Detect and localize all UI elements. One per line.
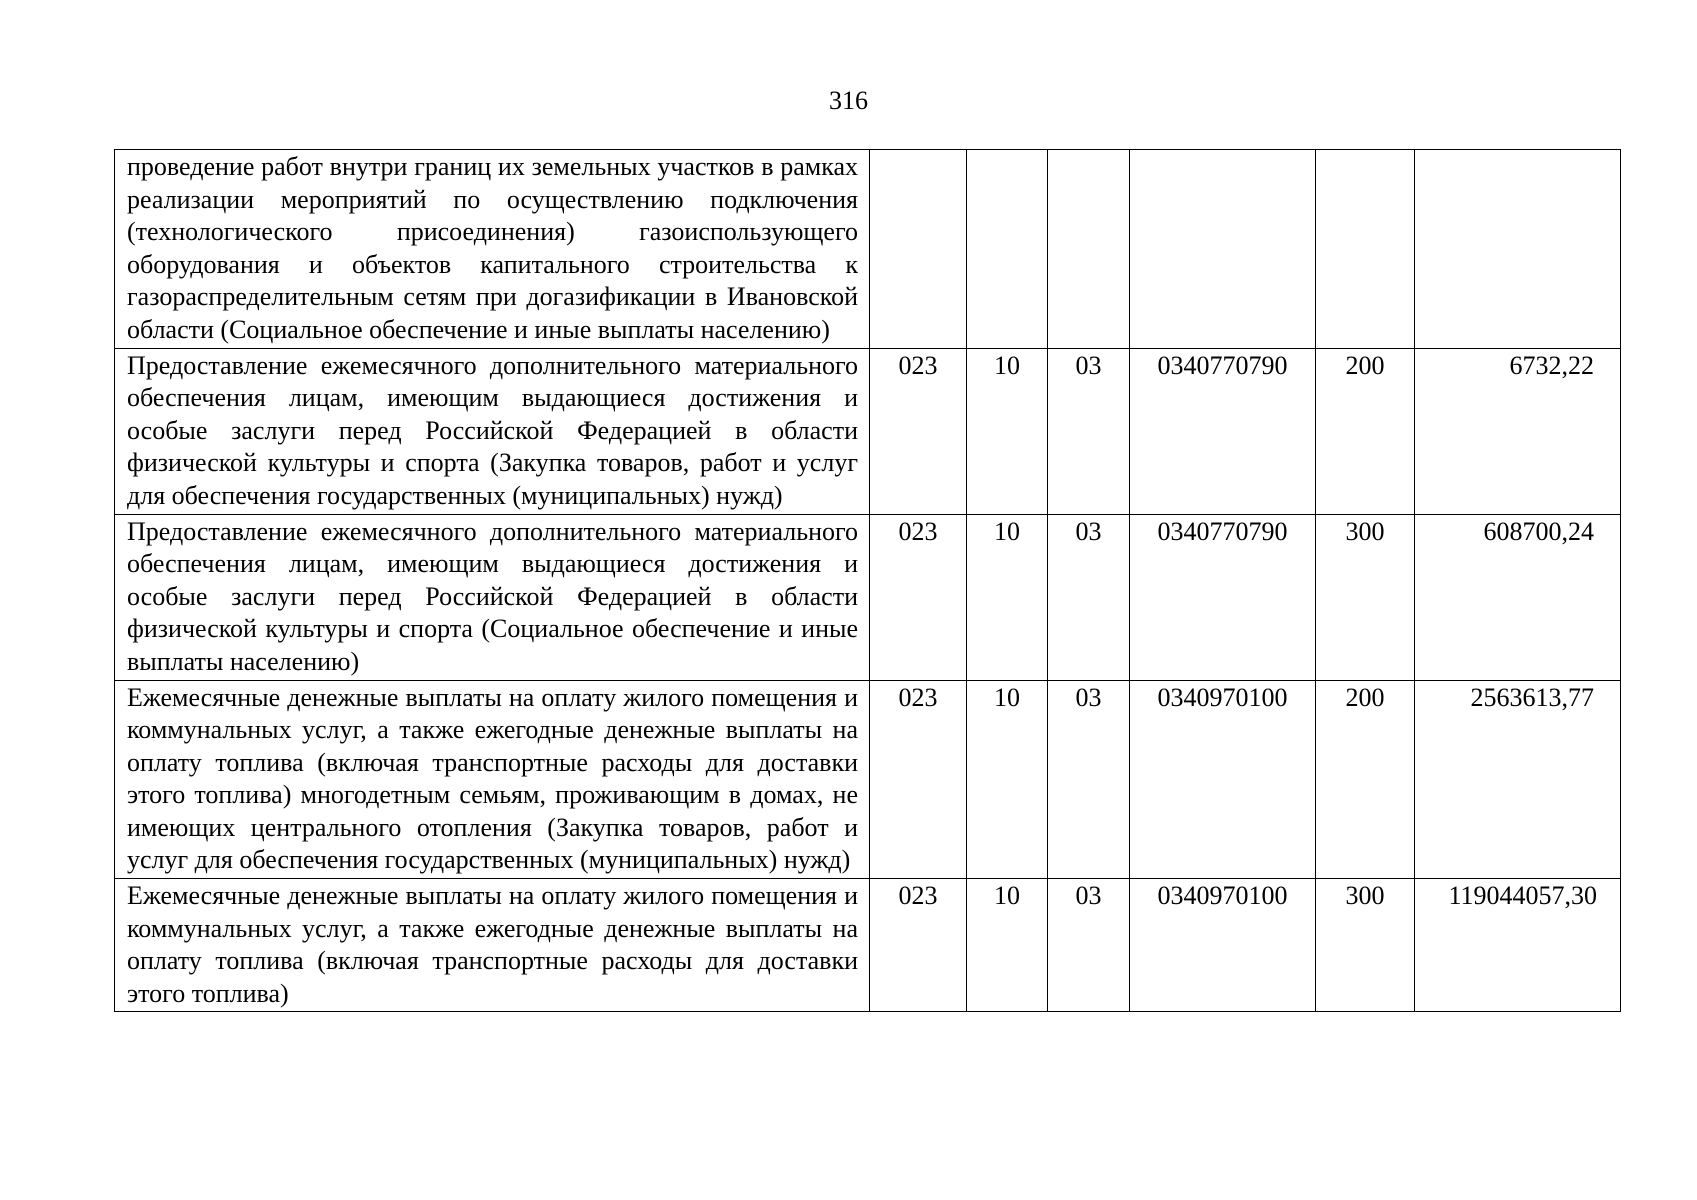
- table-row: [115, 150, 1621, 349]
- section-cell: [967, 150, 1048, 349]
- subsection-cell: 03: [1048, 514, 1130, 680]
- description-cell: [115, 348, 870, 514]
- description-text: проведение работ внутри границ их земельных участков в рамках реализации мероприятий по осуществлению подключения (технологического присоединения) газоиспользующего оборудования и объектов капитального строительства к газораспределительным сетям при догазификации в Ивановской области (Социальное обеспечение и иные выплаты населению): [127, 152, 858, 344]
- target-article-cell: 0340970100: [1130, 879, 1316, 1012]
- description-text: Ежемесячные денежные выплаты на оплату жилого помещения и коммунальных услуг, а также ежегодные денежные выплаты на оплату топлива (включая транспортные расходы для доставки этого топлива): [127, 881, 858, 1008]
- ministry-cell: 023: [870, 680, 967, 879]
- subsection-cell: [1048, 150, 1130, 349]
- expense-type-cell: 200: [1316, 348, 1415, 514]
- section-cell: 10: [967, 348, 1048, 514]
- table-row: [115, 680, 1621, 879]
- target-article-cell: [1130, 150, 1316, 349]
- subsection-cell: 03: [1048, 348, 1130, 514]
- description-cell: [115, 514, 870, 680]
- target-article-cell: 0340770790: [1130, 348, 1316, 514]
- amount-cell: 2563613,77: [1415, 680, 1621, 879]
- description-cell: [115, 150, 870, 349]
- description-text: Предоставление ежемесячного дополнительного материального обеспечения лицам, имеющим выдающиеся достижения и особые заслуги перед Российской Федерацией в области физической культуры и спорта (Закупка товаров, работ и услуг для обеспечения государственных (муниципальных) нужд): [127, 350, 858, 510]
- amount-cell: 608700,24: [1415, 514, 1621, 680]
- target-article-cell: 0340970100: [1130, 680, 1316, 879]
- section-cell: 10: [967, 514, 1048, 680]
- ministry-cell: 023: [870, 514, 967, 680]
- section-cell: 10: [967, 680, 1048, 879]
- expense-type-cell: 300: [1316, 879, 1415, 1012]
- table-row: [115, 879, 1621, 1012]
- description-cell: [115, 680, 870, 879]
- subsection-cell: 03: [1048, 680, 1130, 879]
- ministry-cell: 023: [870, 348, 967, 514]
- expense-type-cell: 300: [1316, 514, 1415, 680]
- section-cell: 10: [967, 879, 1048, 1012]
- expense-type-cell: 200: [1316, 680, 1415, 879]
- amount-cell: 6732,22: [1415, 348, 1621, 514]
- budget-table: [114, 149, 1621, 1012]
- amount-cell: [1415, 150, 1621, 349]
- ministry-cell: 023: [870, 879, 967, 1012]
- target-article-cell: 0340770790: [1130, 514, 1316, 680]
- description-cell: [115, 879, 870, 1012]
- description-text: Предоставление ежемесячного дополнительного материального обеспечения лицам, имеющим выдающиеся достижения и особые заслуги перед Российской Федерацией в области физической культуры и спорта (Социальное обеспечение и иные выплаты населению): [127, 516, 858, 676]
- expense-type-cell: [1316, 150, 1415, 349]
- description-text: Ежемесячные денежные выплаты на оплату жилого помещения и коммунальных услуг, а также ежегодные денежные выплаты на оплату топлива (включая транспортные расходы для доставки этого топлива) многодетным семьям, проживающим в домах, не имеющих центрального отопления (Закупка товаров, работ и услуг для обеспечения государственных (муниципальных) нужд): [127, 682, 858, 875]
- ministry-cell: [870, 150, 967, 349]
- subsection-cell: 03: [1048, 879, 1130, 1012]
- table-row: [115, 514, 1621, 680]
- amount-cell: 119044057,30: [1415, 879, 1621, 1012]
- page-number: 316: [829, 86, 868, 115]
- table-row: [115, 348, 1621, 514]
